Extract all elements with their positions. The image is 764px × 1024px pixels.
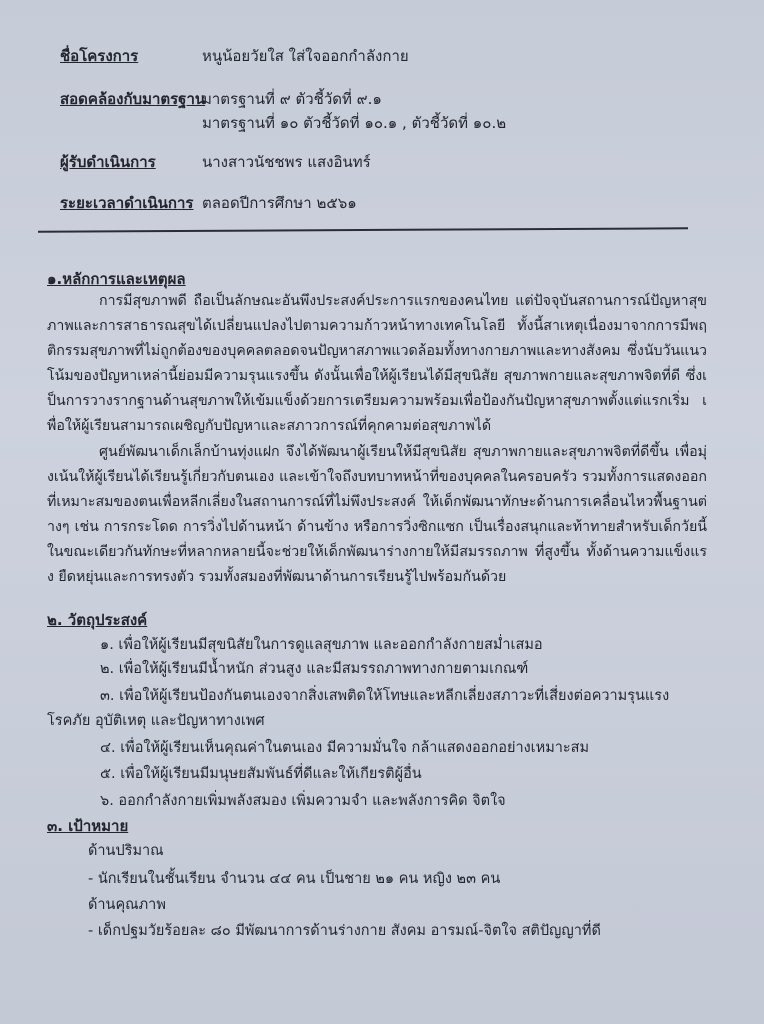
standards-line-2: มาตรฐานที่ ๑๐ ตัวชี้วัดที่ ๑๐.๑ , ตัวชี้วัดที่ ๑๐.๒: [202, 114, 507, 132]
objective-6: ๖. ออกกำลังกายเพิ่มพลังสมอง เพิ่มความจำ และพลังการคิด จิตใจ: [100, 793, 506, 809]
standards-line-1: มาตรฐานที่ ๙ ตัวชี้วัดที่ ๙.๑: [202, 90, 382, 108]
operator-value: นางสาวนัชชพร แสงอินทร์: [202, 153, 371, 171]
quality-label: ด้านคุณภาพ: [88, 897, 166, 913]
objective-3: ๓. เพื่อให้ผู้เรียนป้องกันตนเองจากสิ่งเสพติดให้โทษและหลีกเลี่ยงสภาวะที่เสี่ยงต่อความรุนแรง: [100, 688, 670, 704]
project-label: ชื่อโครงการ: [60, 47, 139, 65]
quality-item: - เด็กปฐมวัยร้อยละ ๘๐ มีพัฒนาการด้านร่างกาย สังคม อารมณ์-จิตใจ สติปัญญาที่ดี: [88, 923, 601, 939]
objective-2: ๒. เพื่อให้ผู้เรียนมีน้ำหนัก ส่วนสูง และมีสมรรถภาพทางกายตามเกณฑ์: [100, 661, 529, 677]
period-value: ตลอดปีการศึกษา ๒๕๖๑: [202, 194, 357, 212]
section-2-title: ๒. วัตถุประสงค์: [47, 611, 148, 629]
period-label: ระยะเวลาดำเนินการ: [60, 194, 194, 212]
section-1-paragraph-1: การมีสุขภาพดี ถือเป็นลักษณะอันพึงประสงค์ประการแรกของคนไทย แต่ปัจจุบันสถานการณ์ปัญหาสุขภาพและการสาธารณสุขได้เปลี่ยนแปลงไปตามความก้าวหน้าทางเทคโนโลยี ทั้งนี้สาเหตุเนื่องมาจากการมีพฤติกรรมสุขภาพที่ไม่ถูกต้องของบุคคลตลอดจนปัญหาสภาพแวดล้อมทั้งทางกายภาพและทางสังคม ซึ่งนับวันแนวโน้มของปัญหาเหล่านี้ย่อมมีความรุนแรงขึ้น ดังนั้นเพื่อให้ผู้เรียนได้มีสุขนิสัย สุขภาพกายและสุขภาพจิตที่ดี ซึ่งเป็นการวางรากฐานด้านสุขภาพให้เข้มแข็งด้วยการเตรียมความพร้อมเพื่อป้องกันปัญหาสุขภาพตั้งแต่แรกเริ่ม เพื่อให้ผู้เรียนสามารถเผชิญกับปัญหาและสภาวการณ์ที่คุกคามต่อสุขภาพได้: [47, 293, 707, 435]
operator-label: ผู้รับดำเนินการ: [60, 153, 156, 171]
standards-label: สอดคล้องกับมาตรฐาน: [60, 90, 206, 108]
objective-5: ๕. เพื่อให้ผู้เรียนมีมนุษยสัมพันธ์ที่ดีและให้เกียรติผู้อื่น: [100, 766, 422, 782]
quantity-item: - นักเรียนในชั้นเรียน จำนวน ๔๔ คน เป็นชาย ๒๑ คน หญิง ๒๓ คน: [88, 871, 501, 887]
section-3-title: ๓. เป้าหมาย: [47, 817, 129, 835]
section-1-title: ๑.หลักการและเหตุผล: [47, 270, 186, 288]
objective-4: ๔. เพื่อให้ผู้เรียนเห็นคุณค่าในตนเอง มีความมั่นใจ กล้าแสดงออกอย่างเหมาะสม: [100, 740, 590, 756]
project-value: หนูน้อยวัยใส ใส่ใจออกกำลังกาย: [202, 47, 409, 65]
section-1-paragraph-2: ศูนย์พัฒนาเด็กเล็กบ้านทุ่งแฝก จึงได้พัฒนาผู้เรียนให้มีสุขนิสัย สุขภาพกายและสุขภาพจิตที่ดีขึ้น เพื่อมุ่งเน้นให้ผู้เรียนได้เรียนรู้เกี่ยวกับตนเอง และเข้าใจถึงบทบาทหน้าที่ของบุคคลในครอบครัว รวมทั้งการแสดงออกที่เหมาะสมของตนเพื่อหลีกเลี่ยงในสถานการณ์ที่ไม่พึงประสงค์ ให้เด็กพัฒนาทักษะด้านการเคลื่อนไหวพื้นฐานต่างๆ เช่น การกระโดด การวิ่งไปด้านหน้า ด้านข้าง หรือการวิ่งซิกแซก เป็นเรื่องสนุกและท้าทายสำหรับเด็กวัยนี้ ในขณะเดียวกันทักษะที่หลากหลายนี้จะช่วยให้เด็กพัฒนาร่างกายให้มีสมรรถภาพ ที่สูงขึ้น ทั้งด้านความแข็งแรง ยืดหยุ่นและการทรงตัว รวมทั้งสมองที่พัฒนาด้านการเรียนรู้ไปพร้อมกันด้วย: [47, 444, 707, 586]
objective-3-continued: โรคภัย อุบัติเหตุ และปัญหาทางเพศ: [47, 713, 265, 729]
quantity-label: ด้านปริมาณ: [88, 843, 164, 859]
objective-1: ๑. เพื่อให้ผู้เรียนมีสุขนิสัยในการดูแลสุขภาพ และออกกำลังกายสม่ำเสมอ: [100, 637, 543, 653]
header-divider: [38, 227, 688, 232]
